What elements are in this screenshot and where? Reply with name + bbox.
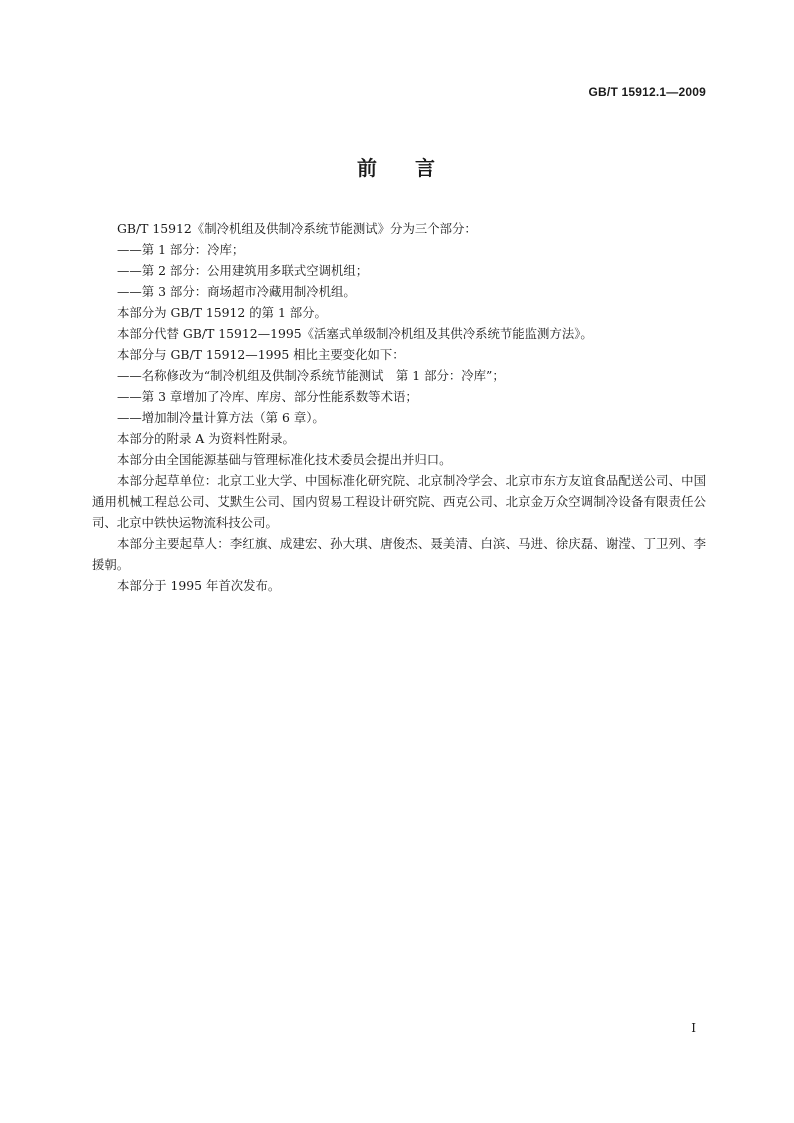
paragraph-proposed-by: 本部分由全国能源基础与管理标准化技术委员会提出并归口。 xyxy=(117,452,452,467)
page-title-part-2: 言 xyxy=(415,156,437,180)
list-item-part-3: ——第 3 部分：商场超市冷藏用制冷机组。 xyxy=(117,284,356,299)
list-item-change-3: ——增加制冷量计算方法（第 6 章）。 xyxy=(117,410,325,425)
standard-number-header: GB/T 15912.1—2009 xyxy=(588,85,706,99)
list-item-change-2: ——第 3 章增加了冷库、库房、部分性能系数等术语； xyxy=(117,389,418,404)
paragraph-this-part: 本部分为 GB/T 15912 的第 1 部分。 xyxy=(117,305,327,320)
list-item-part-2: ——第 2 部分：公用建筑用多联式空调机组； xyxy=(117,263,369,278)
paragraph-replaces: 本部分代替 GB/T 15912—1995《活塞式单级制冷机组及其供冷系统节能监测方法》。 xyxy=(117,326,593,341)
list-item-change-1: ——名称修改为“制冷机组及供制冷系统节能测试 第 1 部分：冷库”； xyxy=(117,368,505,383)
paragraph-drafters: 本部分主要起草人：李红旗、成建宏、孙大琪、唐俊杰、聂美清、白滨、马进、徐庆磊、谢滢、丁卫列、李援朝。 xyxy=(92,536,706,572)
paragraph-intro: GB/T 15912《制冷机组及供制冷系统节能测试》分为三个部分： xyxy=(117,221,477,236)
list-item-part-1: ——第 1 部分：冷库； xyxy=(117,242,245,257)
paragraph-drafting-units: 本部分起草单位：北京工业大学、中国标准化研究院、北京制冷学会、北京市东方友谊食品配送公司、中国通用机械工程总公司、艾默生公司、国内贸易工程设计研究院、西克公司、北京金万众空调制冷设备有限责任公司、北京中铁快运物流科技公司。 xyxy=(92,473,706,530)
foreword-body xyxy=(92,218,706,596)
page-title-part-1: 前 xyxy=(357,156,379,180)
paragraph-changes-intro: 本部分与 GB/T 15912—1995 相比主要变化如下： xyxy=(117,347,405,362)
paragraph-annex: 本部分的附录 A 为资料性附录。 xyxy=(117,431,295,446)
page-title xyxy=(0,152,794,181)
paragraph-first-release: 本部分于 1995 年首次发布。 xyxy=(117,578,281,593)
page-number: I xyxy=(691,1021,696,1035)
